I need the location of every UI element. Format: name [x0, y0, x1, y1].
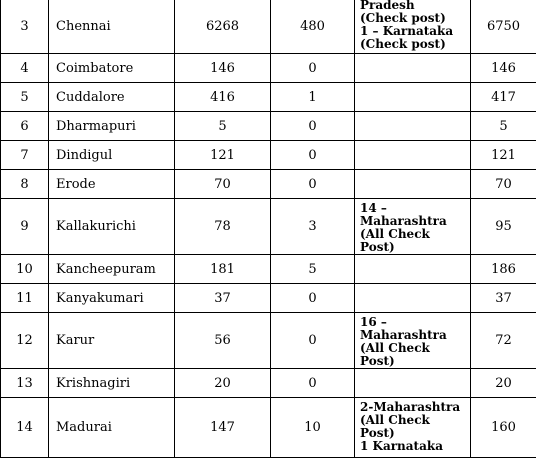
cases-cell: 121 — [175, 141, 271, 170]
remarks-cell — [355, 54, 471, 83]
other-cases-cell: 0 — [271, 369, 355, 398]
remarks-cell — [355, 112, 471, 141]
table-row — [1, 398, 536, 458]
remarks-line: 2-Maharashtra — [360, 401, 466, 414]
table-row — [1, 255, 536, 284]
district-name-cell: Madurai — [49, 398, 175, 458]
remarks-cell — [355, 369, 471, 398]
table-row — [1, 112, 536, 141]
remarks-cell — [355, 313, 471, 369]
table-row — [1, 83, 536, 112]
remarks-line: Maharashtra — [360, 215, 466, 228]
serial-number-cell: 8 — [1, 170, 49, 199]
total-cell: 6750 — [471, 0, 536, 54]
cases-cell: 5 — [175, 112, 271, 141]
total-cell: 186 — [471, 255, 536, 284]
other-cases-cell: 10 — [271, 398, 355, 458]
table-row — [1, 170, 536, 199]
remarks-cell — [355, 398, 471, 458]
total-cell: 417 — [471, 83, 536, 112]
table-row — [1, 141, 536, 170]
remarks-line: 1 – Karnataka — [360, 25, 466, 38]
remarks-line: (Check post) — [360, 38, 466, 51]
serial-number-cell: 6 — [1, 112, 49, 141]
remarks-cell — [355, 0, 471, 54]
remarks-line: 16 – — [360, 316, 466, 329]
district-name-cell: Dindigul — [49, 141, 175, 170]
cases-cell: 70 — [175, 170, 271, 199]
other-cases-cell: 1 — [271, 83, 355, 112]
remarks-cell — [355, 199, 471, 255]
other-cases-cell: 0 — [271, 141, 355, 170]
remarks-line: (All Check Post) — [360, 228, 466, 254]
other-cases-cell: 0 — [271, 284, 355, 313]
district-name-cell: Karur — [49, 313, 175, 369]
total-cell: 5 — [471, 112, 536, 141]
remarks-line: 1 Karnataka — [360, 440, 466, 453]
table-body — [1, 0, 536, 458]
other-cases-cell: 0 — [271, 170, 355, 199]
district-name-cell: Chennai — [49, 0, 175, 54]
remarks-line: Pradesh — [360, 0, 466, 12]
remarks-line: (All Check Post) — [360, 342, 466, 368]
table-row — [1, 313, 536, 369]
table-row — [1, 284, 536, 313]
table-row — [1, 0, 536, 54]
total-cell: 160 — [471, 398, 536, 458]
other-cases-cell: 0 — [271, 313, 355, 369]
table-row — [1, 54, 536, 83]
table-row — [1, 199, 536, 255]
district-name-cell: Kancheepuram — [49, 255, 175, 284]
serial-number-cell: 11 — [1, 284, 49, 313]
total-cell: 37 — [471, 284, 536, 313]
district-name-cell: Kallakurichi — [49, 199, 175, 255]
other-cases-cell: 480 — [271, 0, 355, 54]
serial-number-cell: 5 — [1, 83, 49, 112]
district-name-cell: Krishnagiri — [49, 369, 175, 398]
serial-number-cell: 13 — [1, 369, 49, 398]
remarks-line: 14 – — [360, 202, 466, 215]
cases-cell: 416 — [175, 83, 271, 112]
other-cases-cell: 5 — [271, 255, 355, 284]
cases-cell: 56 — [175, 313, 271, 369]
district-name-cell: Dharmapuri — [49, 112, 175, 141]
total-cell: 20 — [471, 369, 536, 398]
other-cases-cell: 3 — [271, 199, 355, 255]
serial-number-cell: 10 — [1, 255, 49, 284]
total-cell: 146 — [471, 54, 536, 83]
district-name-cell: Erode — [49, 170, 175, 199]
remarks-cell — [355, 170, 471, 199]
cases-cell: 6268 — [175, 0, 271, 54]
cases-cell: 147 — [175, 398, 271, 458]
remarks-cell — [355, 284, 471, 313]
total-cell: 72 — [471, 313, 536, 369]
serial-number-cell: 9 — [1, 199, 49, 255]
cases-cell: 181 — [175, 255, 271, 284]
serial-number-cell: 4 — [1, 54, 49, 83]
cases-cell: 20 — [175, 369, 271, 398]
total-cell: 70 — [471, 170, 536, 199]
serial-number-cell: 3 — [1, 0, 49, 54]
cases-cell: 78 — [175, 199, 271, 255]
table-row — [1, 369, 536, 398]
total-cell: 95 — [471, 199, 536, 255]
other-cases-cell: 0 — [271, 112, 355, 141]
district-name-cell: Kanyakumari — [49, 284, 175, 313]
serial-number-cell: 7 — [1, 141, 49, 170]
other-cases-cell: 0 — [271, 54, 355, 83]
cases-cell: 37 — [175, 284, 271, 313]
total-cell: 121 — [471, 141, 536, 170]
serial-number-cell: 12 — [1, 313, 49, 369]
cases-cell: 146 — [175, 54, 271, 83]
remarks-line: (Check post) — [360, 12, 466, 25]
district-name-cell: Cuddalore — [49, 83, 175, 112]
remarks-line: Maharashtra — [360, 329, 466, 342]
remarks-cell — [355, 255, 471, 284]
district-name-cell: Coimbatore — [49, 54, 175, 83]
remarks-cell — [355, 141, 471, 170]
remarks-line: (All Check Post) — [360, 414, 466, 440]
remarks-cell — [355, 83, 471, 112]
serial-number-cell: 14 — [1, 398, 49, 458]
